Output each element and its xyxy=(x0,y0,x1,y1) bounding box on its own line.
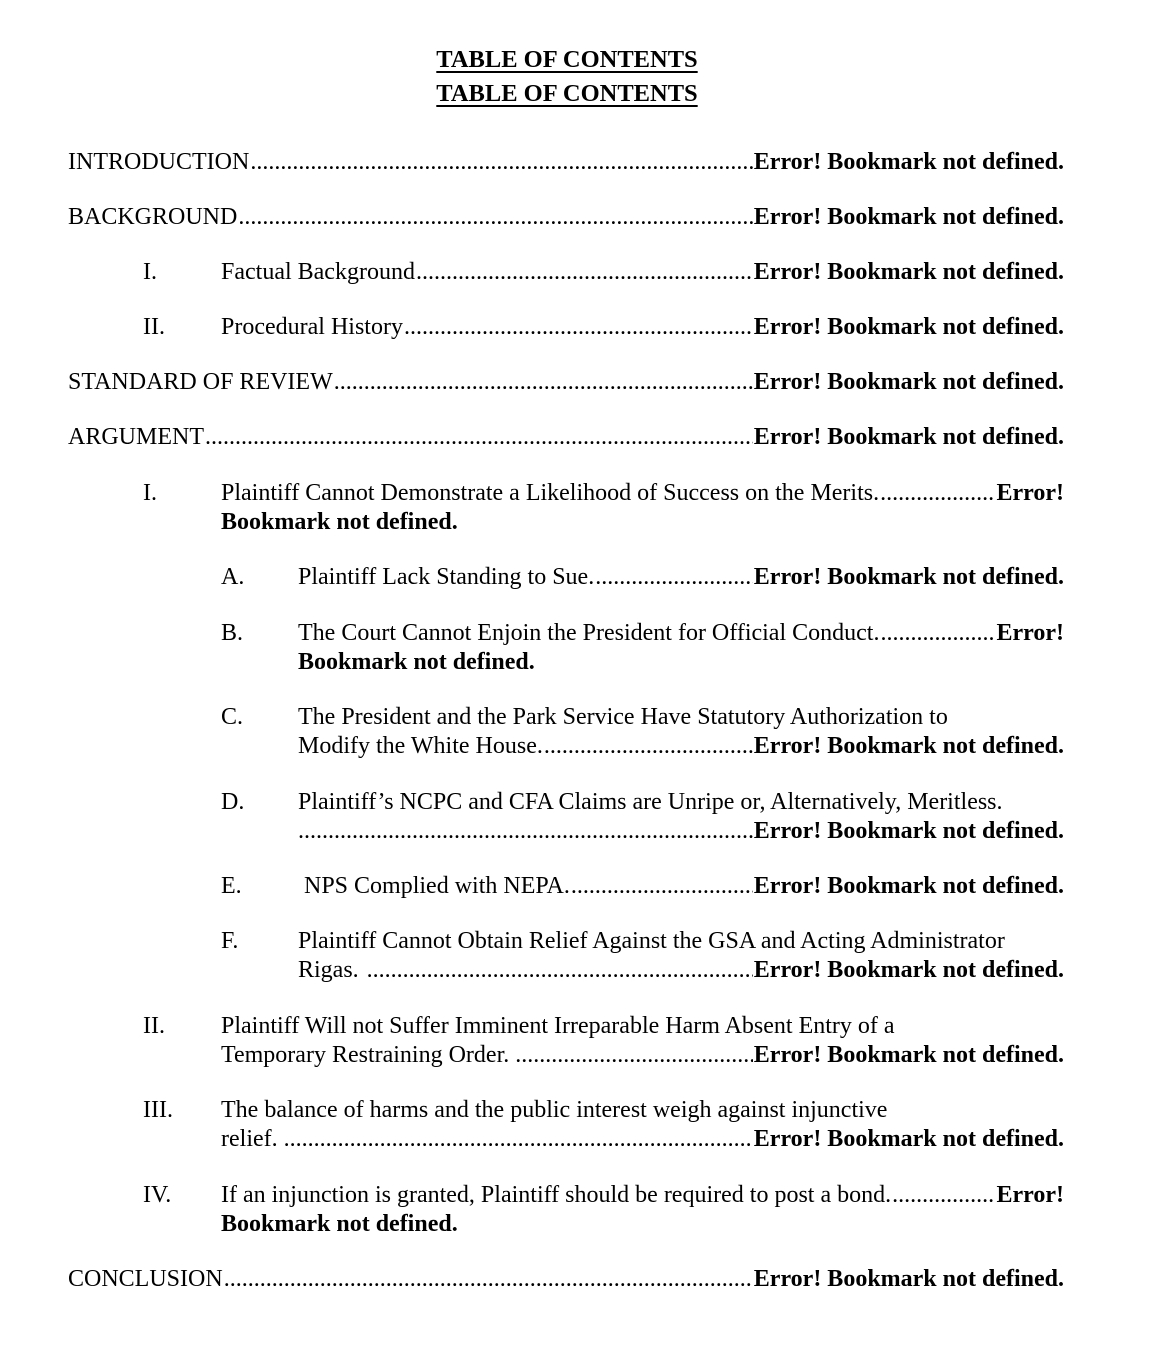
dot-leader xyxy=(250,148,752,177)
toc-entry-gsa-relief[interactable] xyxy=(221,927,1064,985)
dot-leader xyxy=(544,732,753,761)
toc-entry-text-continued: relief. xyxy=(221,1126,278,1152)
toc-page-ref-continued: Bookmark not defined. xyxy=(221,1211,458,1237)
dot-leader xyxy=(334,368,753,397)
dot-leader xyxy=(298,817,753,846)
toc-entry-number: IV. xyxy=(143,1182,172,1208)
toc-page-ref: Error! xyxy=(996,620,1064,646)
toc-entry-text-continued: Temporary Restraining Order. xyxy=(221,1042,510,1068)
toc-page-ref: Error! xyxy=(996,1182,1064,1208)
toc-entry-text: CONCLUSION xyxy=(68,1266,223,1292)
toc-entry-argument[interactable] xyxy=(68,423,1064,452)
toc-entry-text: If an injunction is granted, Plaintiff should be required to post a bond. xyxy=(221,1182,892,1208)
toc-page-ref: Error! Bookmark not defined. xyxy=(753,369,1064,395)
dot-leader xyxy=(515,1041,753,1070)
toc-entry-nepa[interactable] xyxy=(221,872,1064,901)
toc-entry-text-continued: Rigas. xyxy=(298,957,359,983)
toc-entry-statutory-authorization[interactable] xyxy=(221,703,1064,761)
toc-entry-number: III. xyxy=(143,1097,173,1123)
toc-page-ref: Error! xyxy=(996,480,1064,506)
toc-entry-text: NPS Complied with NEPA. xyxy=(298,873,570,899)
toc-page-ref-continued: Bookmark not defined. xyxy=(221,509,458,535)
toc-entry-text: The President and the Park Service Have Statutory Authorization to xyxy=(298,704,948,730)
toc-entry-text: Plaintiff Cannot Demonstrate a Likelihood of Success on the Merits. xyxy=(221,480,880,506)
toc-entry-text: ARGUMENT xyxy=(68,424,204,450)
toc-entry-text: STANDARD OF REVIEW xyxy=(68,369,333,395)
toc-entry-conclusion[interactable] xyxy=(68,1265,1064,1294)
toc-entry-enjoin-president[interactable] xyxy=(221,619,1064,677)
toc-entry-introduction[interactable] xyxy=(68,148,1064,177)
toc-entry-likelihood-of-success[interactable] xyxy=(143,479,1064,537)
dot-leader xyxy=(416,258,753,287)
dot-leader xyxy=(880,479,995,508)
toc-entry-text: Plaintiff’s NCPC and CFA Claims are Unripe or, Alternatively, Meritless. xyxy=(298,789,1003,815)
dot-leader xyxy=(892,1181,995,1210)
toc-entry-number: II. xyxy=(143,1013,165,1039)
toc-entry-text: The balance of harms and the public interest weigh against injunctive xyxy=(221,1097,888,1123)
toc-page-ref: Error! Bookmark not defined. xyxy=(753,957,1064,983)
toc-entry-number: F. xyxy=(221,928,239,954)
toc-entry-number: A. xyxy=(221,564,245,590)
toc-entry-text: The Court Cannot Enjoin the President for Official Conduct. xyxy=(298,620,880,646)
dot-leader xyxy=(205,423,753,452)
toc-page-ref: Error! Bookmark not defined. xyxy=(753,424,1064,450)
toc-entry-number: B. xyxy=(221,620,244,646)
toc-entry-background[interactable] xyxy=(68,203,1064,232)
dot-leader xyxy=(224,1265,753,1294)
toc-entry-factual-background[interactable] xyxy=(143,258,1064,287)
toc-entry-text: INTRODUCTION xyxy=(68,149,250,175)
toc-page-ref: Error! Bookmark not defined. xyxy=(753,1266,1064,1292)
toc-entry-number: I. xyxy=(143,259,157,285)
toc-page-ref: Error! Bookmark not defined. xyxy=(753,204,1064,230)
toc-page-ref: Error! Bookmark not defined. xyxy=(753,1126,1064,1152)
toc-entry-number: C. xyxy=(221,704,244,730)
toc-entry-text: Factual Background xyxy=(221,259,415,285)
toc-entry-text: BACKGROUND xyxy=(68,204,238,230)
toc-title: TABLE OF CONTENTS xyxy=(436,46,698,73)
toc-entry-number: E. xyxy=(221,873,242,899)
dot-leader xyxy=(595,563,753,592)
toc-page-ref: Error! Bookmark not defined. xyxy=(753,873,1064,899)
toc-page-ref: Error! Bookmark not defined. xyxy=(753,564,1064,590)
toc-entry-bond[interactable] xyxy=(143,1181,1064,1239)
toc-entry-ncpc-cfa-claims[interactable] xyxy=(221,788,1064,846)
dot-leader xyxy=(284,1125,753,1154)
toc-page-ref: Error! Bookmark not defined. xyxy=(753,314,1064,340)
toc-page-ref: Error! Bookmark not defined. xyxy=(753,733,1064,759)
toc-entry-number: II. xyxy=(143,314,165,340)
toc-page-ref: Error! Bookmark not defined. xyxy=(753,1042,1064,1068)
toc-page-ref: Error! Bookmark not defined. xyxy=(753,818,1064,844)
toc-entry-procedural-history[interactable] xyxy=(143,313,1064,342)
toc-entry-text: Plaintiff Will not Suffer Imminent Irreparable Harm Absent Entry of a xyxy=(221,1013,895,1039)
dot-leader xyxy=(880,619,995,648)
toc-entry-text: Plaintiff Cannot Obtain Relief Against the GSA and Acting Administrator xyxy=(298,928,1005,954)
dot-leader xyxy=(571,872,753,901)
toc-page-ref: Error! Bookmark not defined. xyxy=(753,149,1064,175)
dot-leader xyxy=(238,203,752,232)
toc-entry-text-continued: Modify the White House. xyxy=(298,733,543,759)
toc-entry-standard-of-review[interactable] xyxy=(68,368,1064,397)
toc-entry-text: Procedural History xyxy=(221,314,403,340)
toc-entry-irreparable-harm[interactable] xyxy=(143,1012,1064,1070)
toc-entry-number: I. xyxy=(143,480,157,506)
toc-entry-number: D. xyxy=(221,789,245,815)
toc-page-ref-continued: Bookmark not defined. xyxy=(298,649,535,675)
toc-title-duplicate: TABLE OF CONTENTS xyxy=(436,80,698,107)
toc-entry-standing[interactable] xyxy=(221,563,1064,592)
dot-leader xyxy=(367,956,753,985)
dot-leader xyxy=(404,313,753,342)
toc-page-ref: Error! Bookmark not defined. xyxy=(753,259,1064,285)
toc-entry-balance-of-harms[interactable] xyxy=(143,1096,1064,1154)
toc-entry-text: Plaintiff Lack Standing to Sue. xyxy=(298,564,595,590)
